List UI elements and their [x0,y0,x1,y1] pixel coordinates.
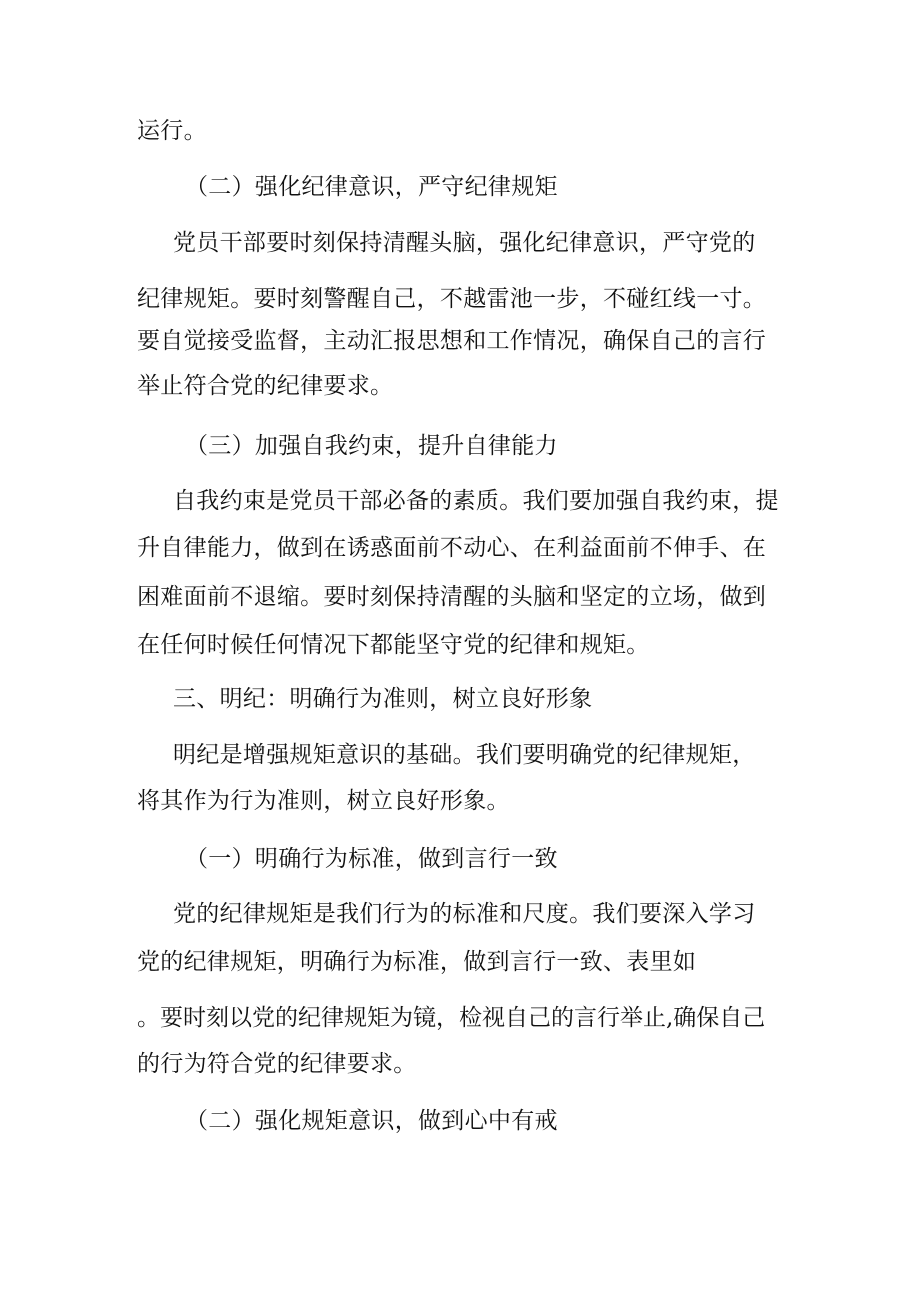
section-heading: 三、明纪：明确行为准则，树立良好形象 [173,686,593,712]
subsection-heading: （一）明确行为标准，做到言行一致 [185,846,558,872]
body-text-line: 运行。 [137,118,207,144]
body-text-line: 将其作为行为准则，树立良好形象。 [137,788,510,814]
body-text-line: 党的纪律规矩是我们行为的标准和尺度。我们要深入学习 [173,901,756,927]
subsection-heading: （二）强化纪律意识，严守纪律规矩 [185,174,558,200]
body-text-line: 要自觉接受监督，主动汇报思想和工作情况，确保自己的言行 [137,328,767,354]
body-text-line: 困难面前不退缩。要时刻保持清醒的头脑和坚定的立场，做到 [137,584,767,610]
body-text-line: 纪律规矩。要时刻警醒自己，不越雷池一步，不碰红线一寸。 [137,286,767,312]
body-text-line: 。要时刻以党的纪律规矩为镜，检视自己的言行举止,确保自己 [137,1005,766,1031]
body-text-line: 党的纪律规矩，明确行为标准，做到言行一致、表里如 [137,949,697,975]
body-text-line: 自我约束是党员干部必备的素质。我们要加强自我约束，提 [173,488,779,514]
body-text-line: 的行为符合党的纪律要求。 [137,1051,417,1077]
body-text-line: 升自律能力，做到在诱惑面前不动心、在利益面前不伸手、在 [137,535,767,561]
body-text-line: 举止符合党的纪律要求。 [137,373,394,399]
subsection-heading: （二）强化规矩意识，做到心中有戒 [185,1108,558,1134]
subsection-heading: （三）加强自我约束，提升自律能力 [185,433,558,459]
body-text-line: 明纪是增强规矩意识的基础。我们要明确党的纪律规矩， [173,742,756,768]
body-text-line: 党员干部要时刻保持清醒头脑，强化纪律意识，严守党的 [173,230,756,256]
body-text-line: 在任何时候任何情况下都能坚守党的纪律和规矩。 [137,632,650,658]
